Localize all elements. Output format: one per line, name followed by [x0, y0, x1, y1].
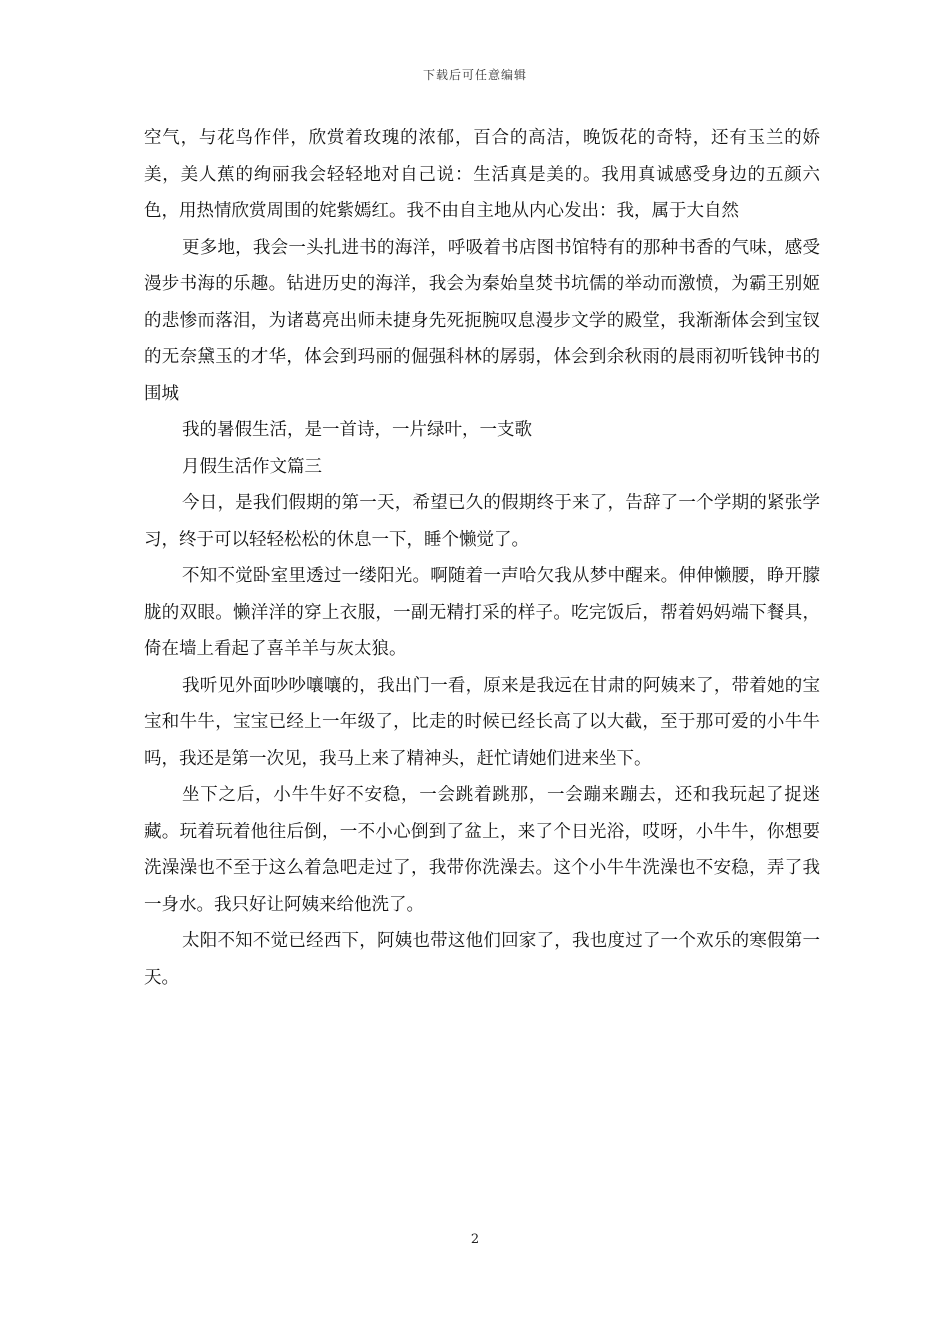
page-number: 2 [470, 1232, 480, 1247]
section-heading: 月假生活作文篇三 [182, 456, 322, 477]
paragraph: 不知不觉卧室里透过一缕阳光。啊随着一声哈欠我从梦中醒来。伸伸懒腰，睁开朦胧的双眼。懒洋洋的穿上衣服，一副无精打采的样子。吃完饭后，帮着妈妈端下餐具，倚在墙上看起了喜羊羊与灰太狼。 [144, 566, 820, 659]
paragraph: 太阳不知不觉已经西下，阿姨也带这他们回家了，我也度过了一个欢乐的寒假第一天。 [144, 931, 820, 988]
paragraph: 我的暑假生活，是一首诗，一片绿叶，一支歌 [182, 420, 532, 440]
paragraph: 坐下之后，小牛牛好不安稳，一会跳着跳那，一会蹦来蹦去，还和我玩起了捉迷藏。玩着玩着他往后倒，一不小心倒到了盆上，来了个日光浴，哎呀，小牛牛，你想要洗澡澡也不至于这么着急吧走过了，我带你洗澡去。这个小牛牛洗澡也不安稳，弄了我一身水。我只好让阿姨来给他洗了。 [144, 785, 820, 915]
paragraph: 我听见外面吵吵嚷嚷的，我出门一看，原来是我远在甘肃的阿姨来了，带着她的宝宝和牛牛，宝宝已经上一年级了，比走的时候已经长高了以大截，至于那可爱的小牛牛吗，我还是第一次见，我马上来了精神头，赶忙请她们进来坐下。 [144, 675, 820, 769]
paragraph: 更多地，我会一头扎进书的海洋，呼吸着书店图书馆特有的那种书香的气味，感受漫步书海的乐趣。钻进历史的海洋，我会为秦始皇焚书坑儒的举动而激愤，为霸王别姬的悲惨而落泪，为诸葛亮出师未捷身先死扼腕叹息漫步文学的殿堂，我渐渐体会到宝钗的无奈黛玉的才华，体会到玛丽的倔强科林的孱弱，体会到余秋雨的晨雨初听钱钟书的围城 [144, 237, 820, 404]
document-body [144, 120, 820, 996]
paragraph: 空气，与花鸟作伴，欣赏着玫瑰的浓郁，百合的高洁，晚饭花的奇特，还有玉兰的娇美，美人蕉的绚丽我会轻轻地对自己说：生活真是美的。我用真诚感受身边的五颜六色，用热情欣赏周围的姹紫嫣红。我不由自主地从内心发出：我，属于大自然 [144, 128, 820, 221]
paragraph: 今日，是我们假期的第一天，希望已久的假期终于来了，告辞了一个学期的紧张学习，终于可以轻轻松松的休息一下，睡个懒觉了。 [144, 493, 820, 550]
page-header: 下载后可任意编辑 [422, 68, 527, 82]
